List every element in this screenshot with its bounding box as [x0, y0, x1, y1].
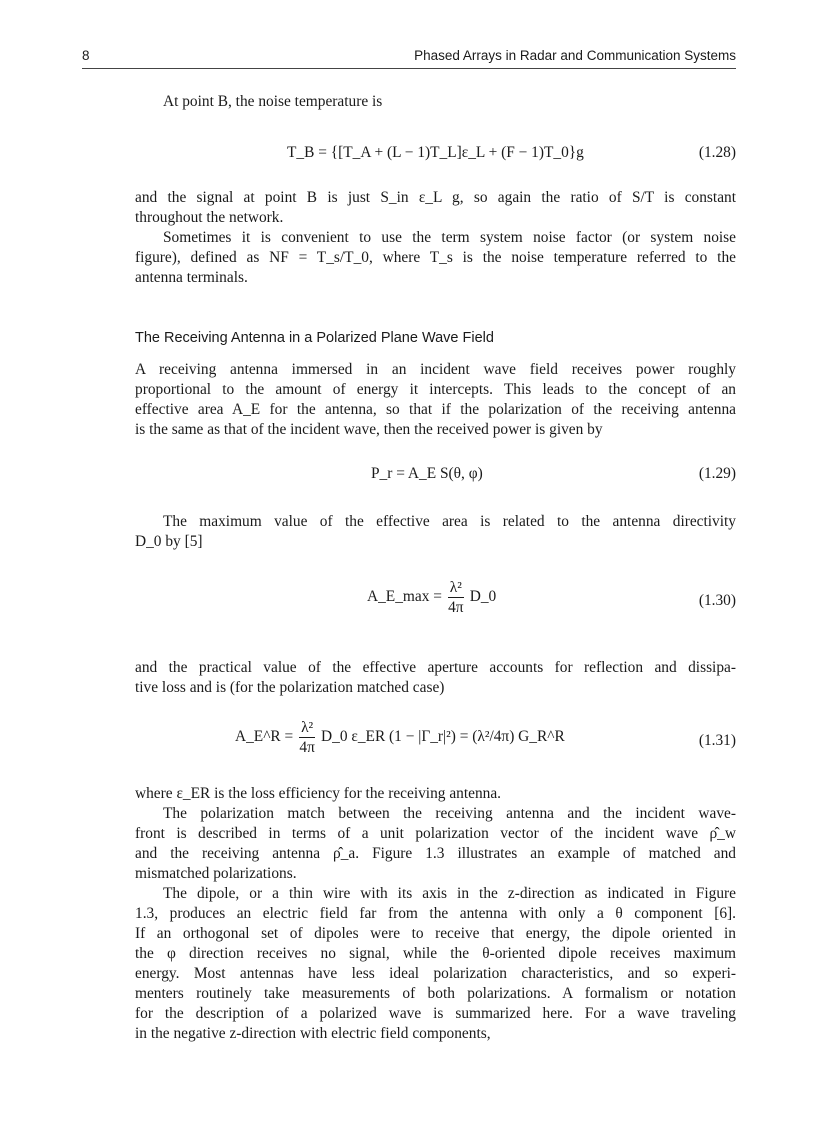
- text-line: in the negative z-direction with electric field components,: [135, 1025, 491, 1042]
- text-line: antenna terminals.: [135, 269, 248, 286]
- equation-1-29-body: P_r = A_E S(θ, φ): [371, 465, 483, 482]
- equation-1-30: [135, 578, 736, 626]
- intro-line-1: At point B, the noise temperature is: [163, 93, 383, 110]
- section-heading: The Receiving Antenna in a Polarized Plane Wave Field: [135, 330, 494, 346]
- text-line: throughout the network.: [135, 209, 284, 226]
- text-line: Sometimes it is convenient to use the term system noise factor (or system noise: [163, 229, 736, 246]
- text-line: mismatched polarizations.: [135, 865, 297, 882]
- text-line: figure), defined as NF = T_s/T_0, where T_s is the noise temperature referred to the: [135, 249, 736, 266]
- paragraph-polarization-match: [135, 804, 736, 884]
- paragraph-dipole: [135, 884, 736, 1044]
- equation-1-30-tag: (1.30): [698, 592, 736, 609]
- text-line: and the receiving antenna ρ̂_a. Figure 1.3 illustrates an example of matched and: [135, 845, 736, 862]
- equation-1-31-fraction: [299, 718, 315, 757]
- text-line: proportional to the amount of energy it intercepts. This leads to the concept of an: [135, 381, 736, 398]
- paragraph-noise-factor: [135, 228, 736, 288]
- equation-1-30-rhs: D_0: [469, 588, 497, 606]
- paragraph-receiving-antenna: [135, 360, 736, 440]
- equation-1-29: [135, 465, 736, 493]
- text-line: is the same as that of the incident wave, then the received power is given by: [135, 421, 603, 438]
- text-line: the φ direction receives no signal, while the θ-oriented dipole receives maximum: [135, 945, 736, 962]
- equation-1-28: [135, 144, 736, 172]
- equation-1-31-tag: (1.31): [698, 732, 736, 749]
- paragraph-max-effective-area: [135, 512, 736, 552]
- equation-1-29-tag: (1.29): [698, 465, 736, 482]
- paragraph-loss-efficiency: [135, 784, 736, 804]
- text-line: The maximum value of the effective area is related to the antenna directivity: [163, 513, 736, 530]
- text-line: The polarization match between the receiving antenna and the incident wave-: [163, 805, 736, 822]
- equation-1-30-body: [367, 578, 496, 617]
- equation-1-31-lhs: A_E^R =: [235, 728, 294, 746]
- fraction-numerator: λ²: [301, 719, 314, 736]
- text-line: 1.3, produces an electric field far from the antenna with only a θ component [6].: [135, 905, 736, 922]
- text-line: where ε_ER is the loss efficiency for the receiving antenna.: [135, 785, 502, 802]
- text-line: and the practical value of the effective aperture accounts for reflection and dissipa-: [135, 659, 736, 676]
- text-line: effective area A_E for the antenna, so that if the polarization of the receiving antenna: [135, 401, 736, 418]
- text-line: If an orthogonal set of dipoles were to receive that energy, the dipole oriented in: [135, 925, 736, 942]
- text-line: menters routinely take measurements of both polarizations. A formalism or notation: [135, 985, 736, 1002]
- text-line: and the signal at point B is just S_in ε_L g, so again the ratio of S/T is constant: [135, 189, 736, 206]
- equation-1-31: [135, 718, 736, 766]
- fraction-numerator: λ²: [449, 579, 462, 596]
- text-line: tive loss and is (for the polarization matched case): [135, 679, 445, 696]
- text-line: energy. Most antennas have less ideal polarization characteristics, and so experi-: [135, 965, 736, 982]
- intro-paragraph: [135, 92, 736, 112]
- equation-1-28-tag: (1.28): [698, 144, 736, 161]
- paragraph-practical-aperture: [135, 658, 736, 698]
- text-line: The dipole, or a thin wire with its axis in the z-direction as indicated in Figure: [163, 885, 736, 902]
- equation-1-28-body: T_B = {[T_A + (L − 1)T_L]ε_L + (F − 1)T_0}g: [287, 144, 584, 161]
- text-line: for the description of a polarized wave is summarized here. For a wave traveling: [135, 1005, 736, 1022]
- equation-1-31-body: [235, 718, 565, 757]
- running-header: [82, 46, 736, 69]
- running-title: Phased Arrays in Radar and Communication Systems: [414, 48, 736, 63]
- paragraph-signal-ratio: [135, 188, 736, 228]
- text-line: front is described in terms of a unit polarization vector of the incident wave ρ̂_w: [135, 825, 736, 842]
- text-line: D_0 by [5]: [135, 533, 203, 550]
- fraction-denominator: 4π: [299, 739, 315, 756]
- equation-1-30-fraction: [448, 578, 464, 617]
- text-line: A receiving antenna immersed in an incident wave field receives power roughly: [135, 361, 736, 378]
- equation-1-31-rhs: D_0 ε_ER (1 − |Γ_r|²) = (λ²/4π) G_R^R: [321, 728, 565, 746]
- equation-1-30-lhs: A_E_max =: [367, 588, 442, 606]
- fraction-denominator: 4π: [448, 599, 464, 616]
- page-number: 8: [82, 48, 90, 63]
